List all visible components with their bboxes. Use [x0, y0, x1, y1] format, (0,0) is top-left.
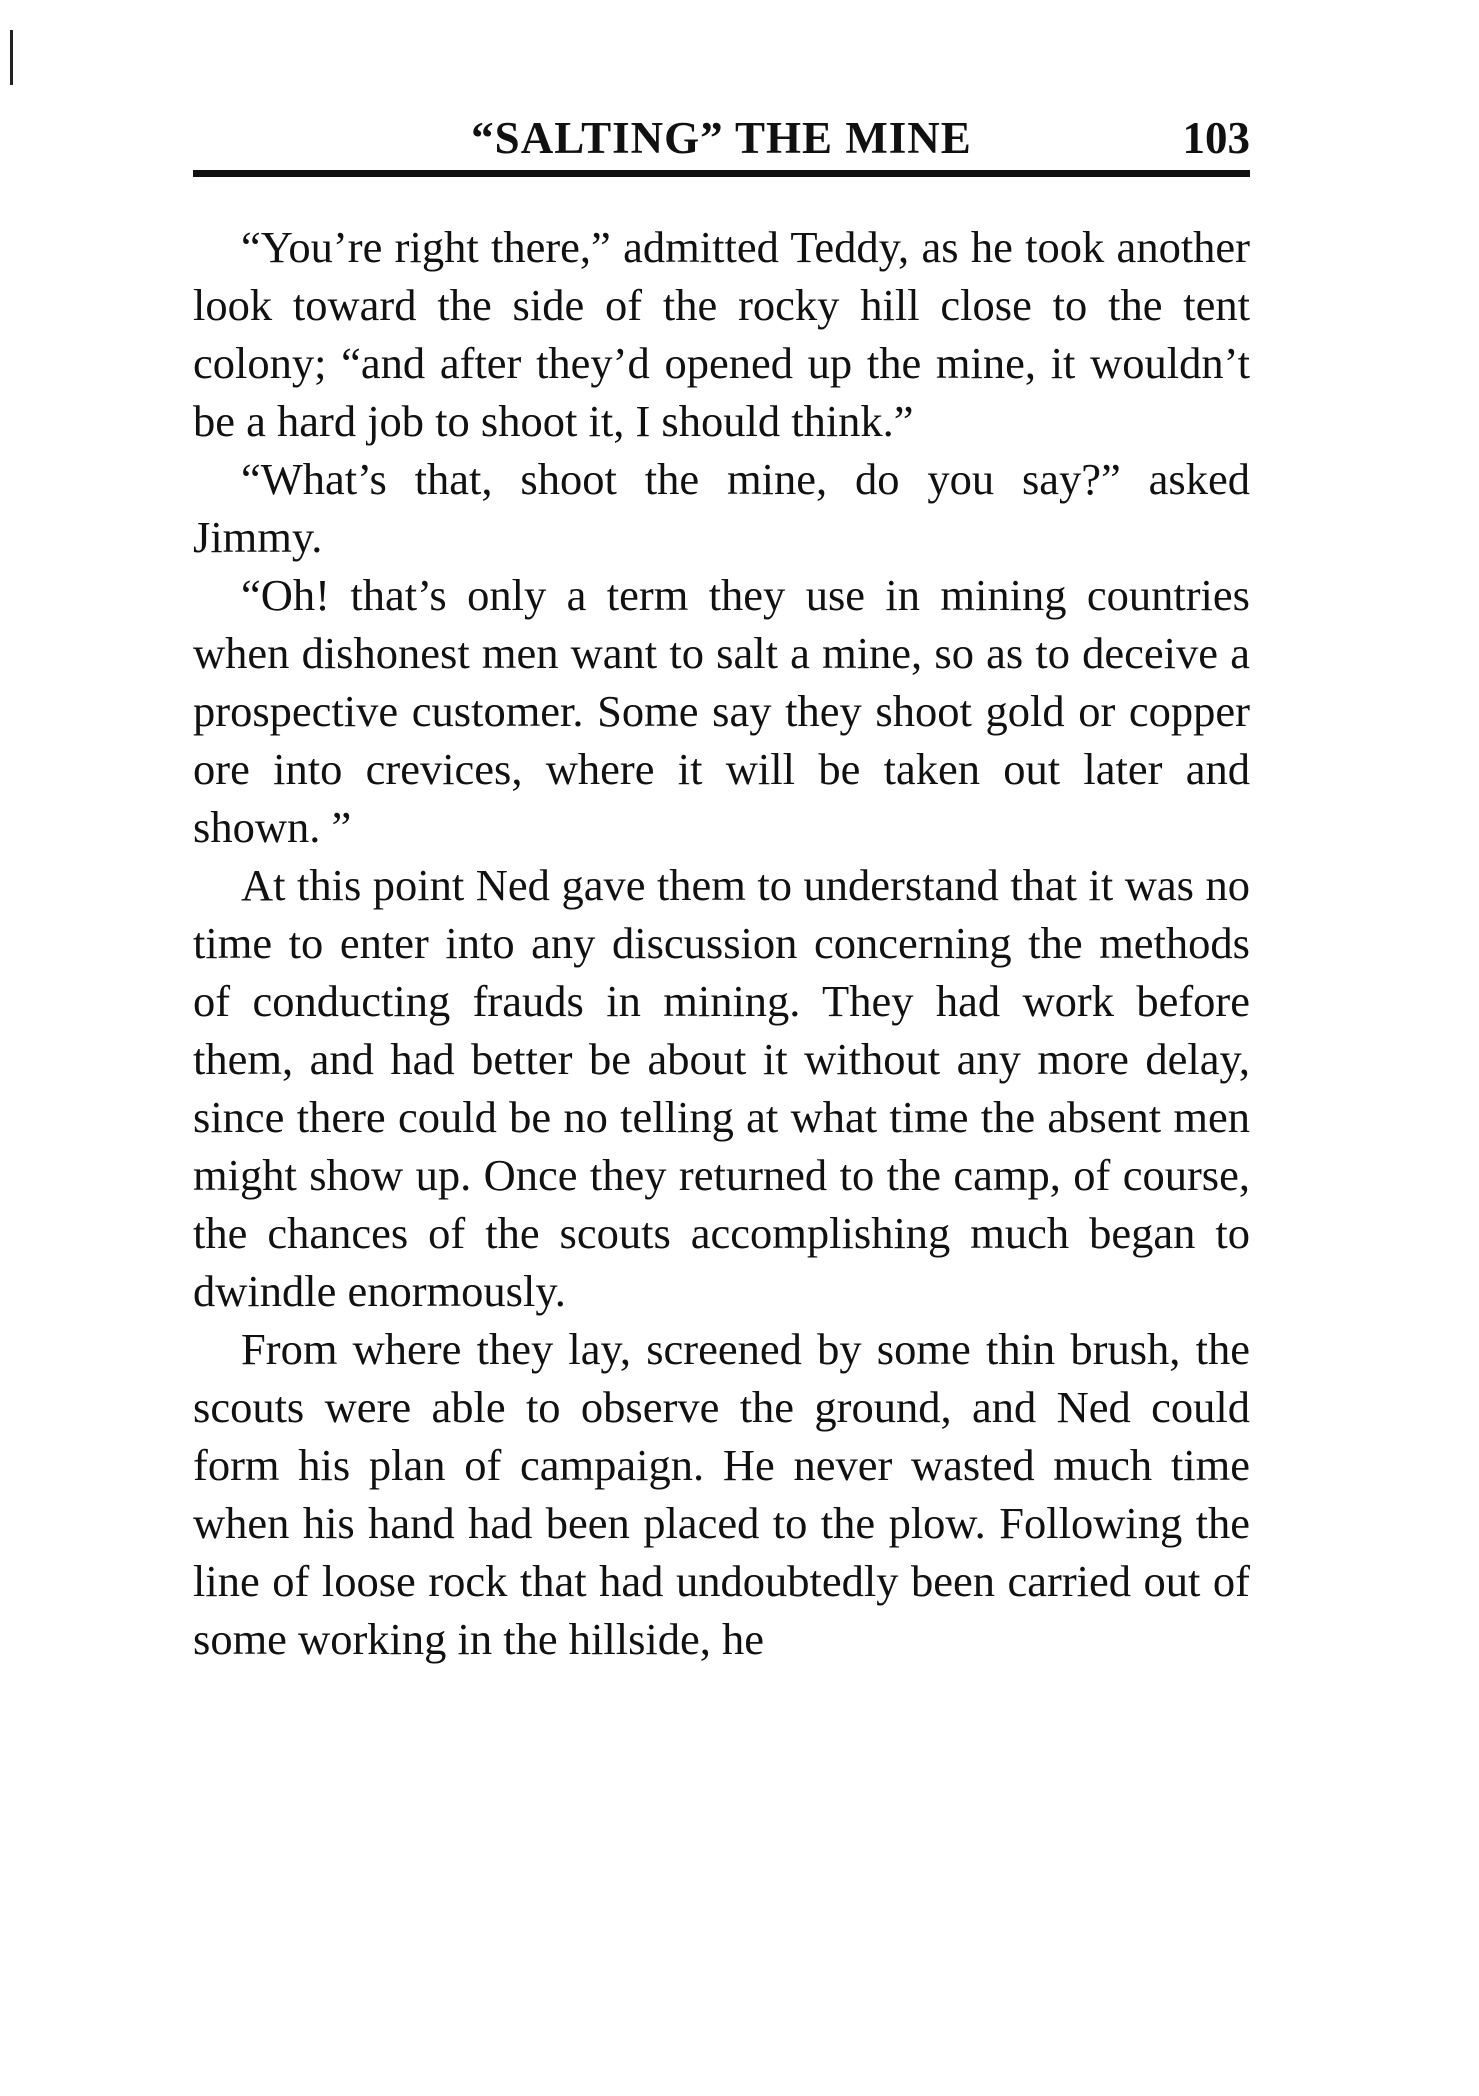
header-rule: [193, 170, 1250, 177]
page-number: 103: [1182, 113, 1250, 163]
paragraph-4: At this point Ned gave them to understand that it was no time to enter into any discussion concerning the methods of conducting frauds in mining. They had work before them, and had better be about it without any more delay, since there could be no telling at what time the absent men might show up. Once they returned to the camp, of course, the chances of the scouts accomplishing much began to dwindle enormously.: [193, 860, 1250, 1316]
body-text: [193, 218, 1250, 1668]
paragraph-2: “What’s that, shoot the mine, do you say?” asked Jimmy.: [193, 454, 1250, 562]
paragraph-5: From where they lay, screened by some thin brush, the scouts were able to observe the ground, and Ned could form his plan of campaign. He never wasted much time when his hand had been placed to the plow. Following the line of loose rock that had undoubtedly been carried out of some working in the hillside, he: [193, 1324, 1250, 1664]
paragraph-1: “You’re right there,” admitted Teddy, as he took another look toward the side of the rocky hill close to the tent colony; “and after they’d opened up the mine, it wouldn’t be a hard job to shoot it, I should think.”: [193, 222, 1250, 446]
running-head: [193, 112, 1250, 172]
page-edge-mark: [10, 30, 13, 85]
running-title: “SALTING” THE MINE: [471, 113, 972, 163]
paragraph-3: “Oh! that’s only a term they use in mining countries when dishonest men want to salt a mine, so as to deceive a prospective customer. Some say they shoot gold or copper ore into crevices, where it will be taken out later and shown. ”: [193, 570, 1250, 852]
